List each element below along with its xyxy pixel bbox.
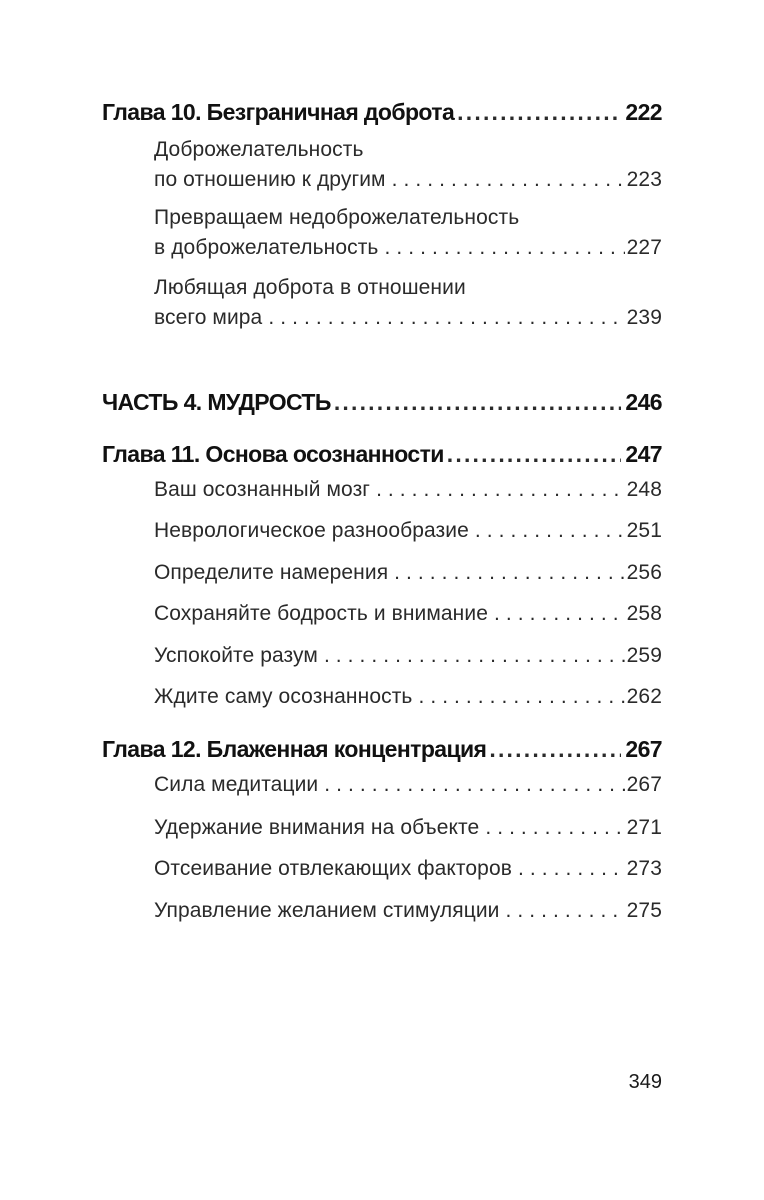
dot-leader [262,303,624,333]
entry-title-line2: всего мира [154,306,263,329]
entry-title: Управление желанием стимуляции [154,899,500,922]
toc-entry[interactable] [154,770,662,800]
toc-part-4[interactable] [102,387,662,417]
dot-leader [412,682,624,712]
toc-entry[interactable] [154,135,662,195]
chapter-page: 267 [625,736,662,762]
dot-leader [469,516,625,546]
toc-entry[interactable] [154,813,662,843]
entry-page: 251 [626,519,662,542]
entry-page: 227 [626,236,662,259]
entry-title: Ждите саму осознанность [154,685,413,708]
dot-leader [512,854,625,884]
toc-entry[interactable] [154,641,662,671]
toc-entry[interactable] [154,896,662,926]
dot-leader [318,770,624,800]
entry-title: Отсеивание отвлекающих факторов [154,857,512,880]
entry-page: 258 [626,602,662,625]
entry-page: 271 [626,816,662,839]
entry-title: Успокойте разум [154,644,318,667]
toc-entry[interactable] [154,475,662,505]
entry-page: 259 [626,644,662,667]
entry-title: Сохраняйте бодрость и внимание [154,602,488,625]
entry-page: 267 [626,773,662,796]
toc-chapter-10[interactable] [102,97,662,127]
dot-leader [378,233,624,263]
entry-title: Сила медитации [154,773,319,796]
toc-entry[interactable] [154,599,662,629]
page-number: 349 [628,1071,662,1093]
entry-title-line2: в доброжелательность [154,236,379,259]
entry-title-line1: Превращаем недоброжелательность [154,206,520,229]
part-page: 246 [625,389,662,415]
entry-title-line1: Доброжелательность [154,138,364,161]
chapter-title: Глава 12. Блаженная концентрация [102,736,487,762]
toc-chapter-12[interactable] [102,734,662,764]
toc-entry[interactable] [154,854,662,884]
toc-entry[interactable] [154,273,662,333]
toc-entry[interactable] [154,558,662,588]
dot-leader [500,896,625,926]
entry-title: Удержание внимания на объекте [154,816,480,839]
dot-leader [388,558,624,588]
entry-title: Определите намерения [154,561,389,584]
entry-title: Ваш осознанный мозг [154,478,371,501]
chapter-title: Глава 11. Основа осознанности [102,441,444,467]
entry-page: 223 [626,168,662,191]
chapter-page: 247 [625,441,662,467]
dot-leader [331,387,622,417]
entry-title: Неврологическое разнообразие [154,519,469,542]
dot-leader [488,599,625,629]
toc-chapter-11[interactable] [102,439,662,469]
dot-leader [479,813,624,843]
entry-page: 248 [626,478,662,501]
entry-page: 256 [626,561,662,584]
chapter-page: 222 [625,99,662,125]
dot-leader [486,734,621,764]
entry-title-line2: по отношению к другим [154,168,386,191]
toc-entry[interactable] [154,203,662,263]
entry-page: 239 [626,306,662,329]
entry-title-line1: Любящая доброта в отношении [154,276,466,299]
entry-page: 273 [626,857,662,880]
toc-entry[interactable] [154,516,662,546]
chapter-title: Глава 10. Безграничная доброта [102,99,455,125]
dot-leader [370,475,625,505]
entry-page: 275 [626,899,662,922]
dot-leader [318,641,625,671]
dot-leader [444,439,622,469]
dot-leader [386,165,625,195]
dot-leader [454,97,621,127]
toc-entry[interactable] [154,682,662,712]
part-title: ЧАСТЬ 4. МУДРОСТЬ [102,389,331,415]
entry-page: 262 [626,685,662,708]
